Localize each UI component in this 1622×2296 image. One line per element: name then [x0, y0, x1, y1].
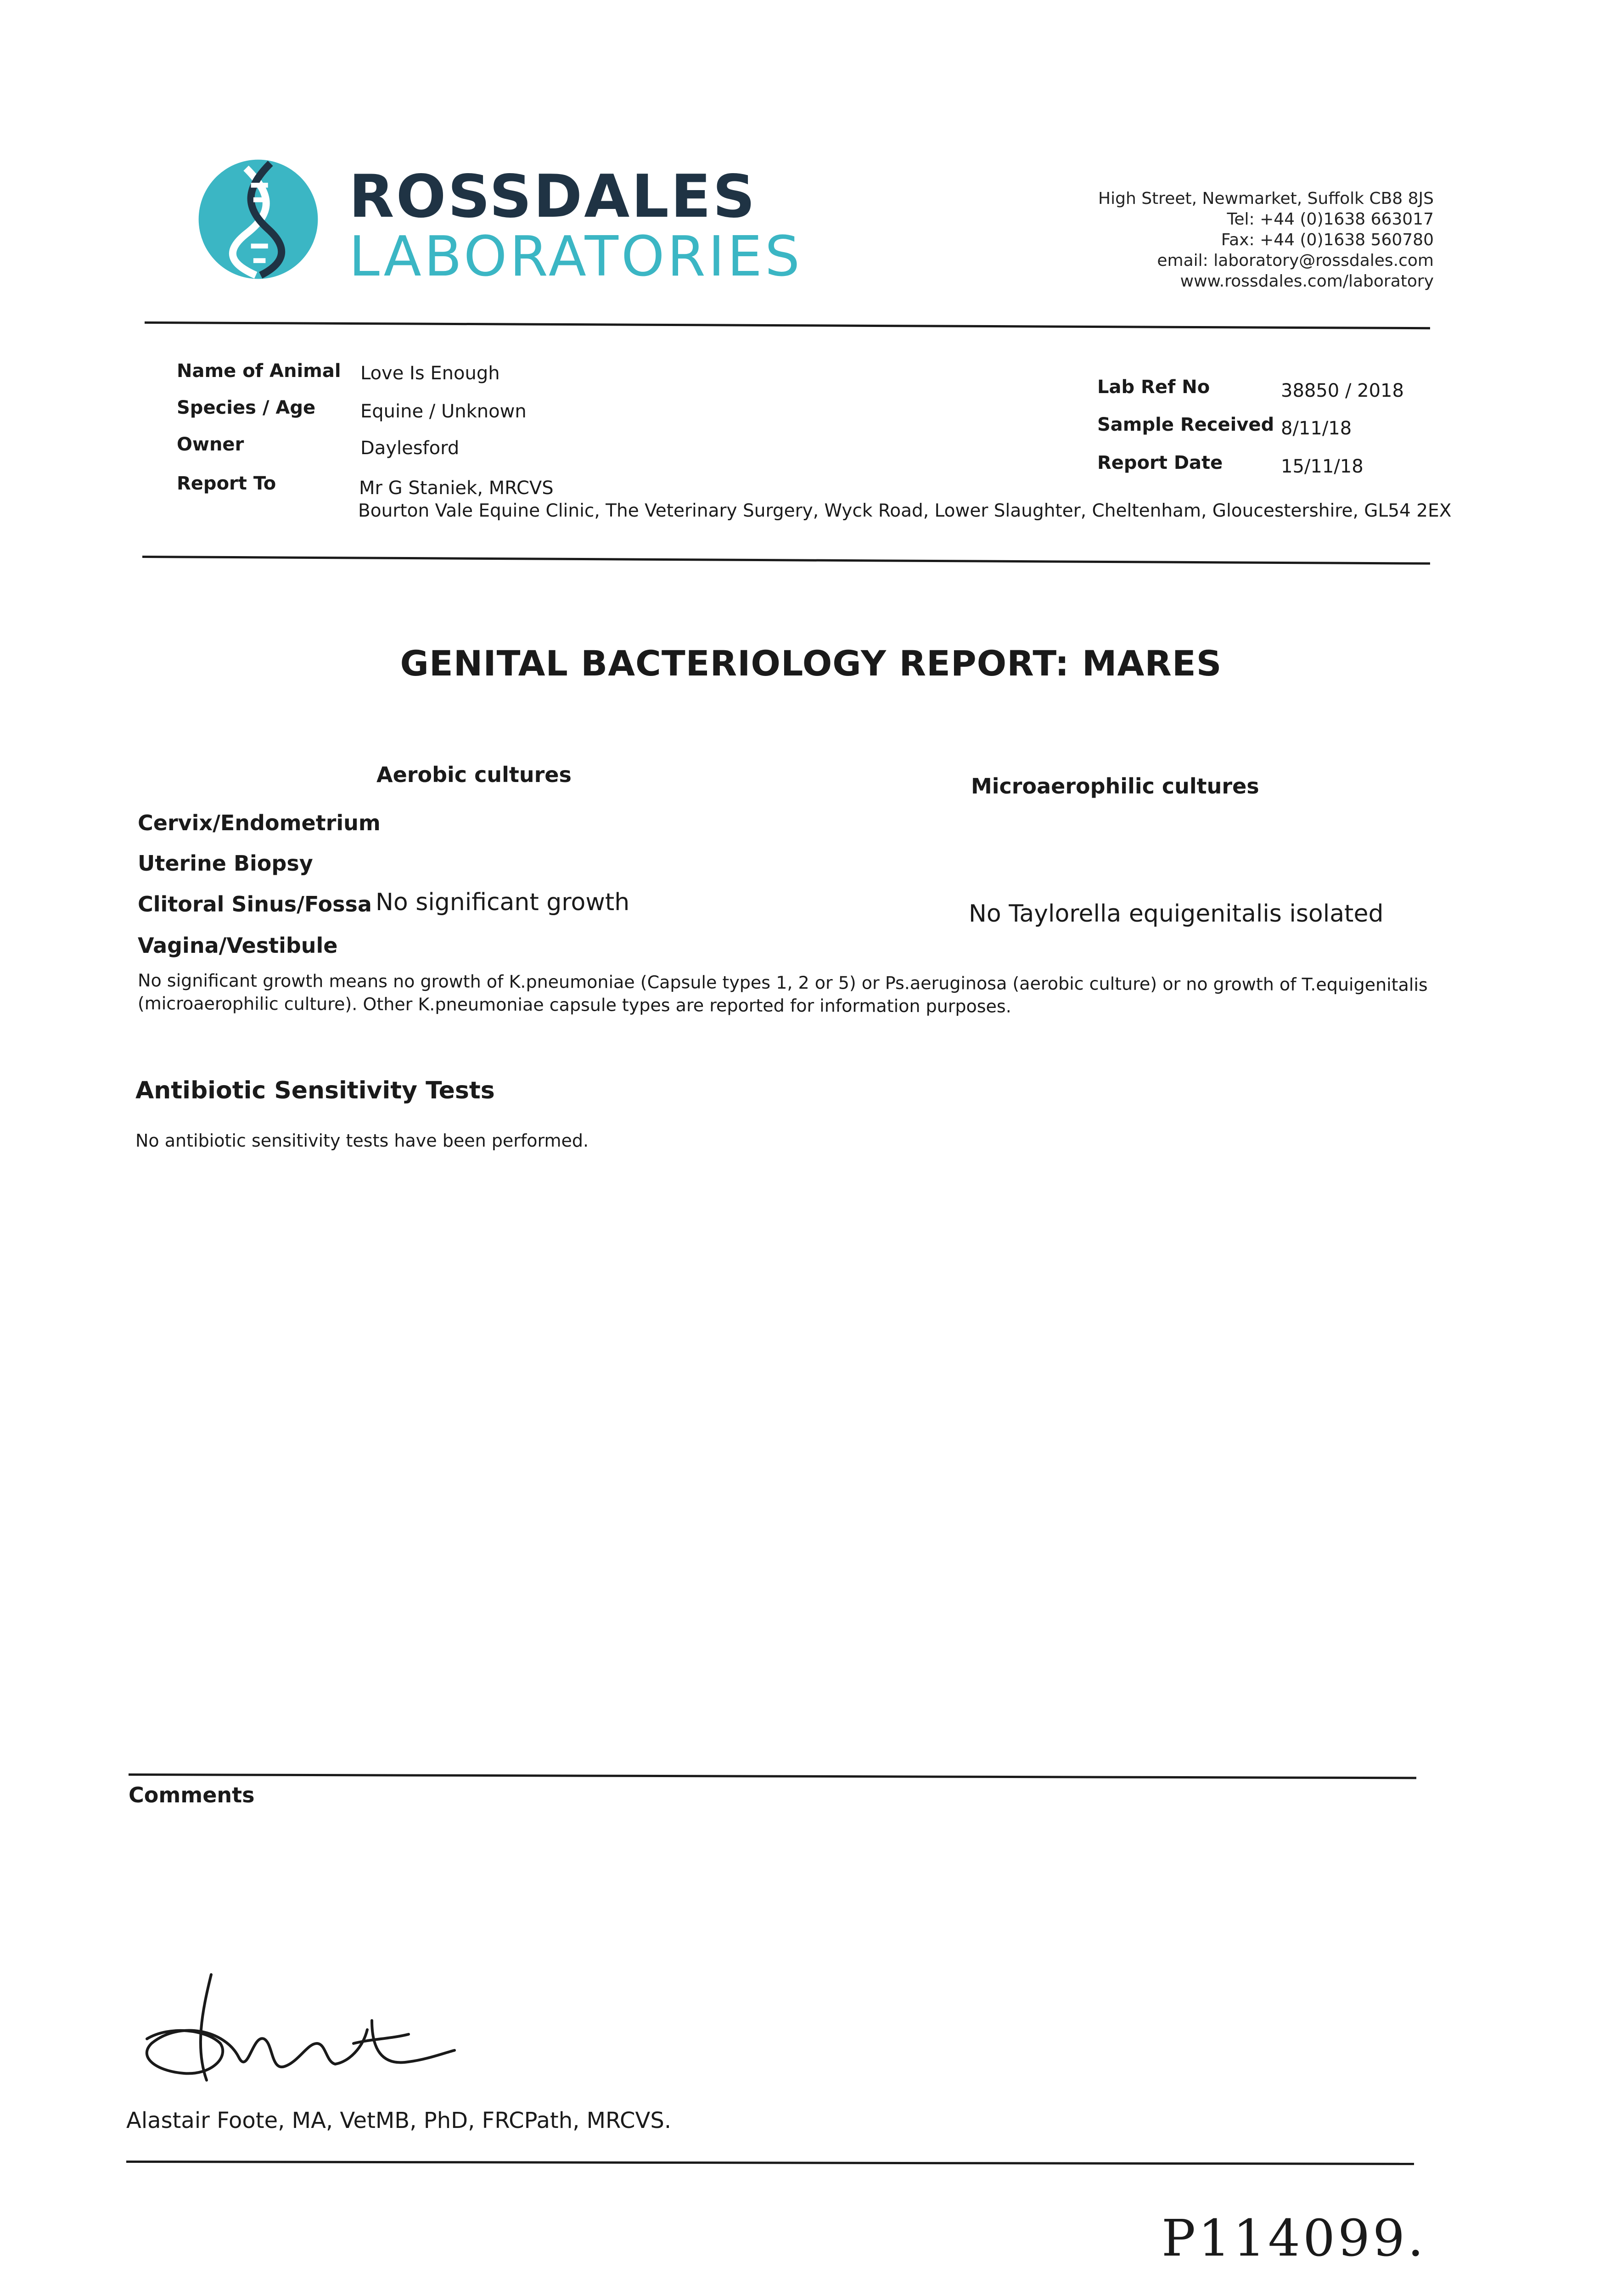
- site-clitoral: Clitoral Sinus/Fossa: [138, 892, 372, 917]
- report-to-label: Report To: [177, 473, 276, 494]
- signature-scribble: [133, 1970, 464, 2089]
- header-divider: [145, 321, 1430, 329]
- dna-helix-icon: [197, 158, 319, 280]
- comments-divider: [129, 1773, 1416, 1779]
- antibiotic-text: No antibiotic sensitivity tests have been performed.: [135, 1131, 589, 1151]
- growth-note-line2: (microaerophilic culture). Other K.pneumoniae capsule types are reported for information purposes.: [137, 993, 1011, 1017]
- details-divider: [142, 556, 1430, 565]
- report-date-value: 15/11/18: [1281, 456, 1364, 477]
- address-tel: Tel: +44 (0)1638 663017: [1227, 210, 1434, 229]
- owner-label: Owner: [177, 434, 244, 455]
- lab-ref-value: 38850 / 2018: [1281, 380, 1404, 401]
- lab-ref-label: Lab Ref No: [1097, 377, 1210, 398]
- address-street: High Street, Newmarket, Suffolk CB8 8JS: [1098, 189, 1434, 208]
- animal-name-value: Love Is Enough: [360, 363, 500, 384]
- species-age-value: Equine / Unknown: [360, 401, 527, 422]
- signature-divider: [126, 2161, 1414, 2165]
- site-uterine-biopsy: Uterine Biopsy: [138, 851, 313, 876]
- report-to-value: Mr G Staniek, MRCVS: [359, 478, 554, 499]
- owner-value: Daylesford: [360, 438, 460, 459]
- species-age-label: Species / Age: [177, 397, 316, 418]
- growth-note: [137, 969, 1428, 1019]
- handwritten-reference: P114099.: [1162, 2209, 1426, 2268]
- signatory-name: Alastair Foote, MA, VetMB, PhD, FRCPath, MRCVS.: [126, 2108, 672, 2133]
- animal-name-label: Name of Animal: [177, 360, 341, 382]
- report-to-address: Bourton Vale Equine Clinic, The Veterinary Surgery, Wyck Road, Lower Slaughter, Cheltenham, Gloucestershire, GL54 2EX: [358, 501, 1452, 521]
- brand-name: ROSSDALES: [349, 163, 757, 231]
- address-email: email: laboratory@rossdales.com: [1157, 251, 1434, 270]
- microaerophilic-result: No Taylorella equigenitalis isolated: [969, 900, 1384, 928]
- aerobic-heading: Aerobic cultures: [376, 762, 572, 787]
- brand-subtitle: LABORATORIES: [349, 225, 803, 289]
- aerobic-result: No significant growth: [376, 889, 630, 916]
- sample-received-value: 8/11/18: [1281, 418, 1352, 439]
- lab-address: [1098, 188, 1434, 292]
- report-title: GENITAL BACTERIOLOGY REPORT: MARES: [400, 643, 1222, 684]
- address-web: www.rossdales.com/laboratory: [1180, 272, 1434, 291]
- antibiotic-heading: Antibiotic Sensitivity Tests: [135, 1077, 495, 1104]
- site-vagina: Vagina/Vestibule: [138, 933, 338, 958]
- microaerophilic-heading: Microaerophilic cultures: [971, 774, 1259, 799]
- comments-heading: Comments: [129, 1783, 255, 1807]
- report-date-label: Report Date: [1097, 452, 1223, 473]
- address-fax: Fax: +44 (0)1638 560780: [1221, 231, 1434, 249]
- site-cervix: Cervix/Endometrium: [138, 810, 381, 835]
- growth-note-line1: No significant growth means no growth of K.pneumoniae (Capsule types 1, 2 or 5) or Ps.aeruginosa (aerobic culture) or no growth of T.equigenitalis: [138, 970, 1428, 995]
- sample-received-label: Sample Received: [1097, 414, 1274, 435]
